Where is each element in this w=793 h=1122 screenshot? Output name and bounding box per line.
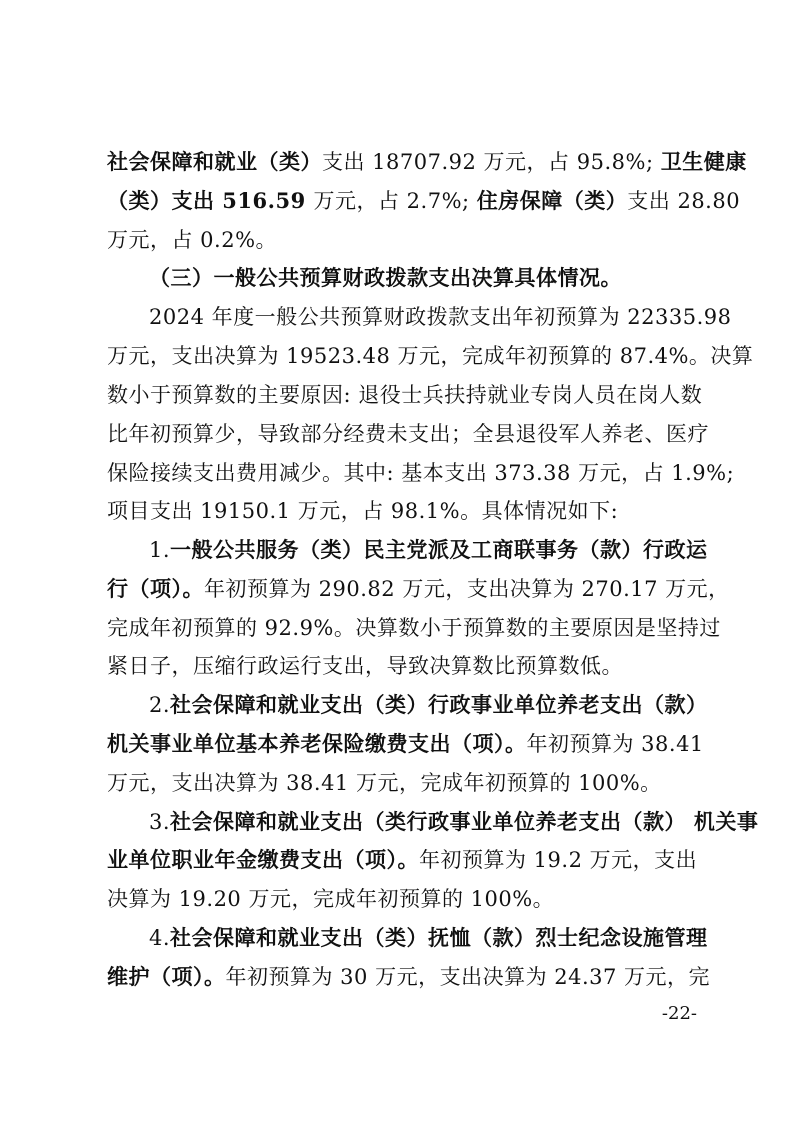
item-number: 3. [149, 810, 171, 834]
item-heading [149, 533, 708, 567]
body-text: 年初预算为 30 万元，支出决算为 24.37 万元，完 [225, 965, 711, 989]
bold-text: 社会保障和就业支出（类）抚恤（款）烈士纪念设施管理 [170, 925, 708, 950]
paragraph-line [107, 727, 704, 761]
bold-text: 维护（项）。 [107, 964, 226, 989]
paragraph-line [107, 649, 697, 683]
bold-text: 一般公共服务（类）民主党派及工商联事务（款）行政运 [170, 537, 708, 562]
body-text: 万元，占 2.7%; [313, 189, 477, 213]
paragraph-line [107, 223, 697, 257]
body-text: 项目支出 19150.1 万元，占 98.1%。具体情况如下: [107, 499, 619, 523]
bold-text: （类）支出 516.59 [107, 188, 314, 213]
bold-text: 业单位职业年金缴费支出（项）。 [107, 847, 419, 872]
body-text: 支出 18707.92 万元，占 95.8%; [322, 150, 661, 174]
paragraph-line [107, 960, 711, 994]
bold-text: 社会保障和就业（类） [107, 149, 322, 174]
body-text: 决算为 19.20 万元，完成年初预算的 100%。 [107, 887, 555, 911]
section-heading [149, 261, 697, 295]
bold-text: 卫生健康 [660, 149, 747, 174]
page-number: -22- [661, 1003, 697, 1024]
paragraph-line [107, 494, 697, 528]
body-text: 万元，占 0.2%。 [107, 228, 278, 252]
paragraph-line [107, 843, 697, 877]
item-heading [149, 921, 708, 955]
paragraph-line [107, 184, 741, 218]
item-number: 4. [149, 926, 171, 950]
bold-text: 社会保障和就业支出（类行政事业单位养老支出（款） 机关事 [170, 809, 759, 834]
item-number: 1. [149, 538, 171, 562]
bold-text: 行（项）。 [107, 576, 204, 601]
item-heading [149, 688, 708, 722]
bold-text: 住房保障（类） [476, 188, 628, 213]
bold-text: 机关事业单位基本养老保险缴费支出（项）。 [107, 731, 527, 756]
body-text: 万元，支出决算为 19523.48 万元，完成年初预算的 87.4%。决算 [107, 344, 754, 368]
item-heading [149, 805, 759, 839]
body-text: 比年初预算少，导致部分经费未支出；全县退役军人养老、医疗 [107, 422, 709, 446]
bold-text: （三）一般公共预算财政拨款支出决算具体情况。 [149, 265, 622, 290]
body-text: 紧日子，压缩行政运行支出，导致决算数比预算数低。 [107, 654, 623, 678]
body-text: 年初预算为 38.41 [526, 732, 704, 756]
body-text: 万元，支出决算为 38.41 万元，完成年初预算的 100%。 [107, 771, 662, 795]
paragraph-line [107, 456, 735, 490]
paragraph-line [107, 145, 747, 179]
paragraph-line [107, 882, 697, 916]
paragraph-line [107, 339, 754, 373]
paragraph-line [107, 417, 709, 451]
paragraph-line [149, 300, 732, 334]
item-number: 2. [149, 693, 171, 717]
body-text: 年初预算为 19.2 万元，支出 [419, 848, 698, 872]
body-text: 年初预算为 290.82 万元，支出决算为 270.17 万元， [204, 577, 730, 601]
paragraph-line [107, 611, 721, 645]
body-text: 数小于预算数的主要原因: 退役士兵扶持就业专岗人员在岗人数 [107, 383, 703, 407]
paragraph-line [107, 766, 697, 800]
paragraph-line [107, 572, 730, 606]
body-text: 保险接续支出费用减少。其中: 基本支出 373.38 万元，占 1.9%; [107, 461, 735, 485]
body-text: 完成年初预算的 92.9%。决算数小于预算数的主要原因是坚持过 [107, 616, 721, 640]
bold-text: 社会保障和就业支出（类）行政事业单位养老支出（款） [170, 692, 708, 717]
body-text: 支出 28.80 [627, 189, 741, 213]
body-text: 2024 年度一般公共预算财政拨款支出年初预算为 22335.98 [149, 305, 732, 329]
paragraph-line [107, 378, 703, 412]
